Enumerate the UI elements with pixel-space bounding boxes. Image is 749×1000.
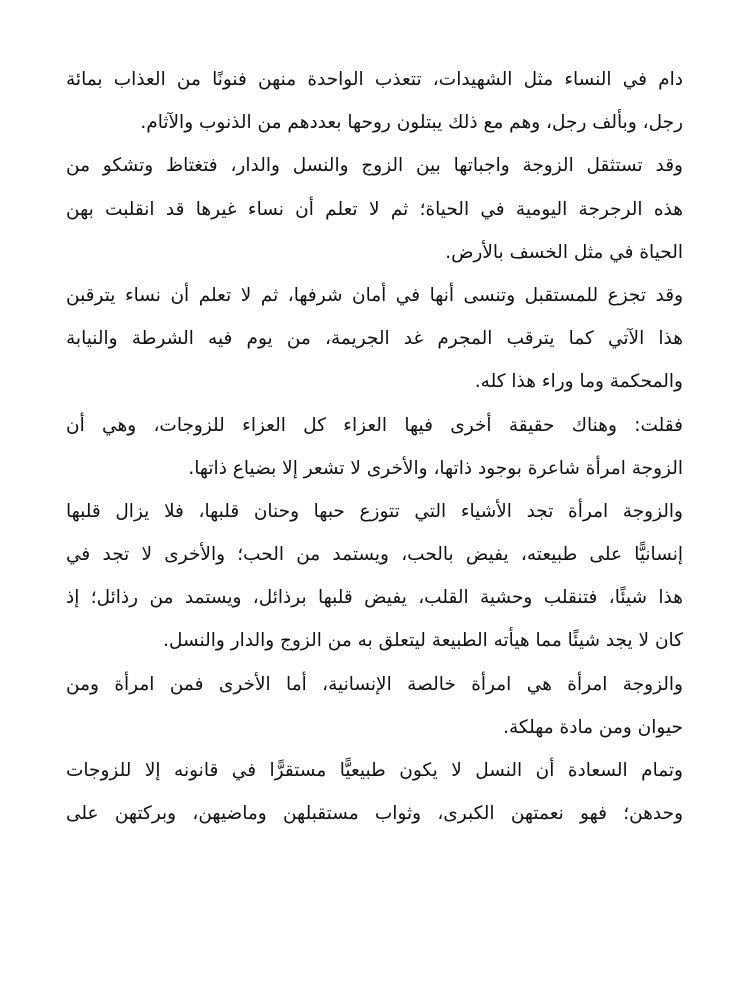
text-line-2: رجل، وبألف رجل، وهم مع ذلك يبتلون روحها بعددهم من الذنوب والآثام. [140, 112, 683, 134]
text-line-5: الحياة في مثل الخسف بالأرض. [445, 241, 683, 263]
text-line-17: وتمام السعادة أن النسل لا يكون طبيعيًّا مستقرًّا في قانونه إلا للزوجات [66, 760, 683, 781]
text-line-1: دام في النساء مثل الشهيدات، تتعذب الواحدة منهن فنونًا من العذاب بمائة [66, 69, 683, 90]
text-line-7: هذا الآتي كما يترقب المجرم غد الجريمة، من يوم فيه الشرطة والنيابة [66, 328, 683, 350]
text-line-14: كان لا يجد شيئًا مما هيأته الطبيعة ليتعلق به من الزوج والدار والنسل. [163, 630, 683, 652]
text-line-9: فقلت: وهناك حقيقة أخرى فيها العزاء كل العزاء للزوجات، وهي أن [66, 414, 683, 436]
text-line-3: وقد تستثقل الزوجة واجباتها بين الزوج والنسل والدار، فتغتاظ وتشكو من [66, 155, 683, 177]
text-line-10: الزوجة امرأة شاعرة بوجود ذاتها، والأخرى لا تشعر إلا بضياع ذاتها. [188, 457, 683, 479]
text-line-12: إنسانيًّا على طبيعته، يفيض بالحب، ويستمد من الحب؛ والأخرى لا تجد في [66, 544, 683, 566]
text-line-11: والزوجة امرأة تجد الأشياء التي تتوزع حبها وحنان قلبها، فلا يزال قلبها [66, 500, 683, 522]
text-line-6: وقد تجزع للمستقبل وتنسى أنها في أمان شرفها، ثم لا تعلم أن نساء يترقبن [66, 284, 683, 306]
text-line-16: حيوان ومن مادة مهلكة. [503, 716, 683, 738]
text-line-4: هذه الرجرجة اليومية في الحياة؛ ثم لا تعلم أن نساء غيرها قد انقلبت بهن [66, 198, 683, 220]
document-text [66, 58, 683, 835]
text-line-8: والمحكمة وما وراء هذا كله. [474, 371, 683, 393]
text-line-15: والزوجة امرأة هي امرأة خالصة الإنسانية، أما الأخرى فمن امرأة ومن [66, 673, 683, 695]
text-line-18: وحدهن؛ فهو نعمتهن الكبرى، وثواب مستقبلهن وماضيهن، وبركتهن على [66, 803, 683, 825]
text-line-13: هذا شيئًا، فتنقلب وحشية القلب، يفيض قلبها برذائل، ويستمد من رذائل؛ إذ [66, 587, 683, 609]
